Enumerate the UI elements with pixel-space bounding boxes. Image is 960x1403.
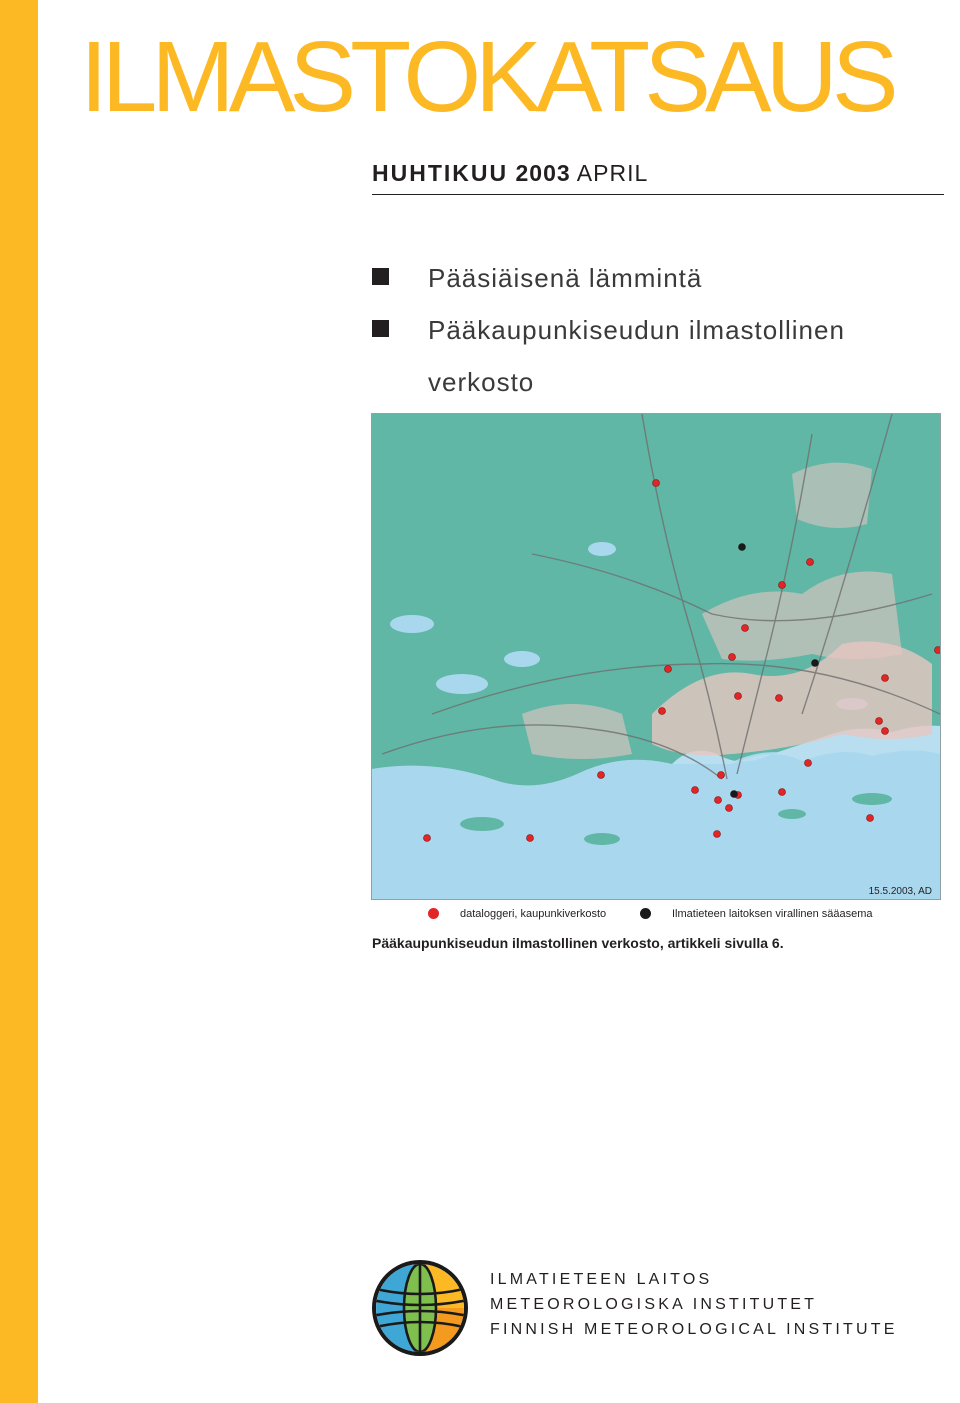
map-graphic [372,414,940,899]
report-title: ILMASTOKATSAUS [80,21,893,133]
legend-label: Ilmatieteen laitoksen virallinen sääasema [672,908,873,920]
bullet-square-icon [372,268,389,285]
map-credit: 15.5.2003, AD [868,886,932,897]
red-dot-icon [428,908,439,919]
bullet-square-icon [372,320,389,337]
legend-datalogger [428,905,628,923]
station-network-map [371,413,941,900]
topic-text: Pääkaupunkiseudun ilmastollinen verkosto [428,315,845,397]
institute-logo-icon [370,1258,470,1358]
institute-name-en: FINNISH METEOROLOGICAL INSTITUTE [490,1321,898,1338]
issue-year: 2003 [515,160,571,186]
issue-line [372,158,944,195]
institute-name-fi: ILMATIETEEN LAITOS [490,1271,713,1288]
topic-text: Pääsiäisenä lämmintä [428,263,703,293]
issue-month: HUHTIKUU [372,160,509,186]
side-accent-bar [0,0,38,1403]
institute-name-sv: METEOROLOGISKA INSTITUTET [490,1296,818,1313]
legend-label: dataloggeri, kaupunkiverkosto [460,908,607,920]
map-caption: Pääkaupunkiseudun ilmastollinen verkosto, artikkeli sivulla 6. [372,935,784,951]
topic-item [372,252,932,304]
black-dot-icon [640,908,651,919]
legend-official-station [640,905,900,923]
issue-month-en: APRIL [576,160,649,186]
topic-item [372,304,932,408]
